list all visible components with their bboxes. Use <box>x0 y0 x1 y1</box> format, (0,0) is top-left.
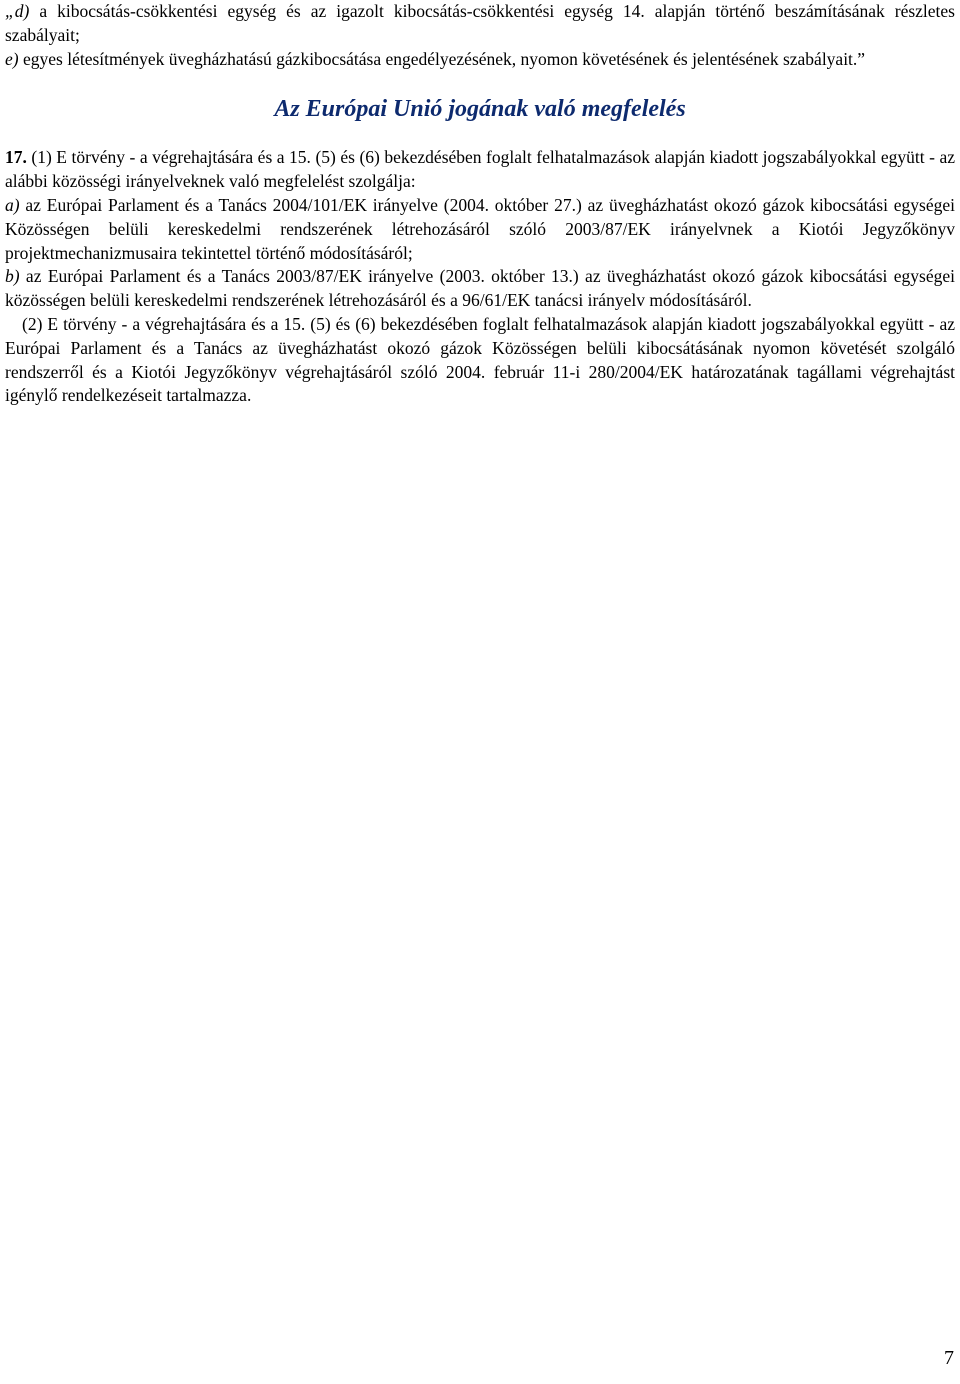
point-b-text: az Európai Parlament és a Tanács 2003/87/EK irányelve (2003. október 13.) az üvegházhatást okozó gázok kibocsátási egységei közösségen belüli kereskedelmi rendszerének létrehozásáról és a 96/61/EK tanácsi irányelv módosításáról. <box>5 266 955 311</box>
section-17-point-a <box>5 194 955 265</box>
item-e <box>5 48 955 72</box>
page-number: 7 <box>944 1347 954 1369</box>
point-a-text: az Európai Parlament és a Tanács 2004/101/EK irányelve (2004. október 27.) az üvegházhatást okozó gázok kibocsátási egységei Közösségen belüli kereskedelmi rendszerének létrehozásáról szóló 2003/87/EK irányelvnek a Kiotói Jegyzőkönyv projektmechanizmusaira tekintettel történő módosításáról; <box>5 194 955 263</box>
item-d-text: a kibocsátás-csökkentési egység és az igazolt kibocsátás-csökkentési egység 14. alapján történő beszámításának részletes szabályait; <box>5 1 955 45</box>
point-b-marker: b) <box>5 266 20 287</box>
section-17-paragraph-2: (2) E törvény - a végrehajtására és a 15. (5) és (6) bekezdésében foglalt felhatalmazások alapján kiadott jogszabályokkal együtt - az Európai Parlament és a Tanács az üvegházhatást okozó gázok Közösségen belüli kibocsátásának nyomon követését szolgáló rendszerről és a Kiotói Jegyzőkönyv végrehajtásáról szóló 2004. február 11-i 280/2004/EK határozatának tagállami végrehajtást igénylő rendelkezéseit tartalmazza. <box>5 313 955 406</box>
section-17-intro <box>5 146 955 194</box>
item-e-marker: e) <box>5 48 19 69</box>
point-a-marker: a) <box>5 194 20 215</box>
item-d-marker: „d) <box>5 1 30 21</box>
document-page <box>5 0 955 408</box>
section-17-intro-text: (1) E törvény - a végrehajtására és a 15. (5) és (6) bekezdésében foglalt felhatalmazások alapján kiadott jogszabályokkal együtt - az alábbi közösségi irányelveknek való megfelelést szolgálja: <box>5 147 955 192</box>
item-e-text: egyes létesítmények üvegházhatású gázkibocsátása engedélyezésének, nyomon követésének és jelentésének szabályait.” <box>18 48 866 69</box>
section-17-point-b <box>5 265 955 313</box>
section-number: 17. <box>5 147 27 168</box>
item-d <box>5 0 955 48</box>
section-heading: Az Európai Unió jogának való megfelelés <box>274 96 686 123</box>
